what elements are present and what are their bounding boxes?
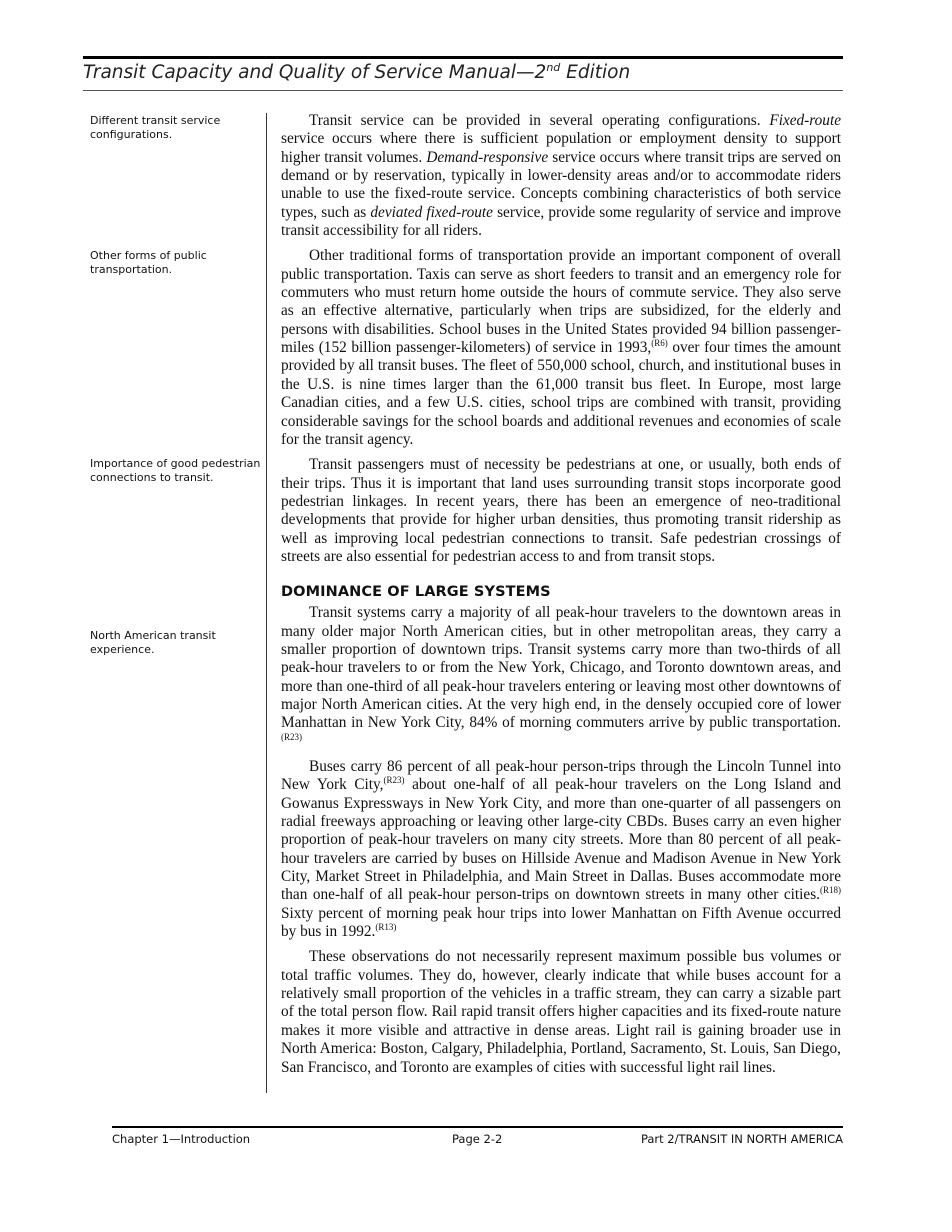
- paragraph-observations: These observations do not necessarily represent maximum possible bus volumes or total traffic volumes. They do, however, clearly indicate that while buses account for a relatively small proportion of the vehicles in a traffic stream, they can carry a sizable part of the total person flow. Rail rapid transit offers higher capacities and its fixed-route nature makes it more visible and attractive in dense areas. Light rail is gaining broader use in North America: Boston, Calgary, Philadelphia, Portland, Sacramento, St. Louis, San Diego, San Francisco, and Toronto are examples of cities with successful light rail lines.: [281, 948, 841, 1076]
- margin-note-north-american: North American transit experience.: [90, 629, 216, 656]
- paragraph-other-forms: Other traditional forms of transportation provide an important component of overall public transportation. Taxis can serve as short feeders to transit and an emergency role for commuters who must return home outside the hours of commute service. They also serve as an effective alternative, particularly when trips are subsidized, for the elderly and persons with disabilities. School buses in the United States provided 94 billion passenger-miles (152 billion passenger-kilometers) of service in 1993,$^{(R6)}$ over four times the amount provided by all transit buses. The fleet of 550,000 school, church, and institutional buses in the U.S. is nine times larger than the 61,000 transit bus fleet. In Europe, most large Canadian cities, and a few U.S. cities, school trips are combined with transit, providing considerable savings for the school boards and additional revenues and economies of scale for the transit agency.: [281, 247, 841, 448]
- margin-divider: [266, 113, 267, 1093]
- header-bottom-rule: [83, 90, 843, 91]
- footer-chapter: Chapter 1—Introduction: [112, 1132, 251, 1146]
- header-top-rule: [83, 56, 843, 59]
- paragraph-pedestrians: Transit passengers must of necessity be pedestrians at one, or usually, both ends of their trips. Thus it is important that land uses surrounding transit stops incorporate good pedestrian linkages. In recent years, there has been an emergence of neo-traditional developments that provide for higher urban densities, thus promoting transit ridership as well as improving local pedestrian connections to transit. Safe pedestrian crossings of streets are also essential for pedestrian access to and from transit stops.: [281, 456, 841, 565]
- paragraph-bus-share: Buses carry 86 percent of all peak-hour person-trips through the Lincoln Tunnel into New York City,$^{(R23)}$ about one-half of all peak-hour travelers on the Long Island and Gowanus Expressways in New York City, and more than one-quarter of all passengers on radial freeways approaching or leaving other large-city CBDs. Buses carry an even higher proportion of peak-hour travelers on many city streets. More than 80 percent of all peak-hour travelers are carried by buses on Hillside Avenue and Madison Avenue in New York City, Market Street in Philadelphia, and Main Street in Dallas. Buses accommodate more than one-half of all peak-hour person-trips on downtown streets in many other cities.$^{(R18)}$ Sixty percent of morning peak hour trips into lower Manhattan on Fifth Avenue occurred by bus in 1992.$^{(R13)}$: [281, 758, 841, 941]
- section-heading: DOMINANCE OF LARGE SYSTEMS: [281, 584, 551, 601]
- footer-rule: [112, 1126, 843, 1128]
- margin-note-configurations: Different transit service configurations.: [90, 114, 221, 141]
- margin-note-pedestrian: Importance of good pedestrian connections to transit.: [90, 457, 261, 484]
- margin-note-public-transportation: Other forms of public transportation.: [90, 249, 207, 276]
- footer-part: Part 2/TRANSIT IN NORTH AMERICA: [640, 1132, 843, 1146]
- footer-page-number: Page 2-2: [452, 1132, 503, 1146]
- page-header-title: Transit Capacity and Quality of Service Manual—2nd Edition: [83, 60, 631, 83]
- main-text: [281, 112, 841, 1084]
- paragraph-peak-hour-travelers: Transit systems carry a majority of all peak-hour travelers to the downtown areas in many older major North American cities, but in other metropolitan areas, they carry a smaller proportion of downtown trips. Transit systems carry more than two-thirds of all peak-hour travelers to or from the New York, Chicago, and Toronto downtown areas, and more than one-third of all peak-hour travelers entering or leaving most other downtowns of major North American cities. At the very high end, in the densely occupied core of lower Manhattan in New York City, 84% of morning commuters arrive by public transportation.$^{(R23)}$: [281, 604, 841, 742]
- paragraph-service-configurations: Transit service can be provided in several operating configurations. Fixed-route service occurs where there is sufficient population or employment density to support higher transit volumes. Demand-responsive service occurs where transit trips are served on demand or by reservation, typically in lower-density areas and/or to accommodate riders unable to use the fixed-route service. Concepts combining characteristics of both service types, such as deviated fixed-route service, provide some regularity of service and improve transit accessibility for all riders.: [281, 112, 841, 240]
